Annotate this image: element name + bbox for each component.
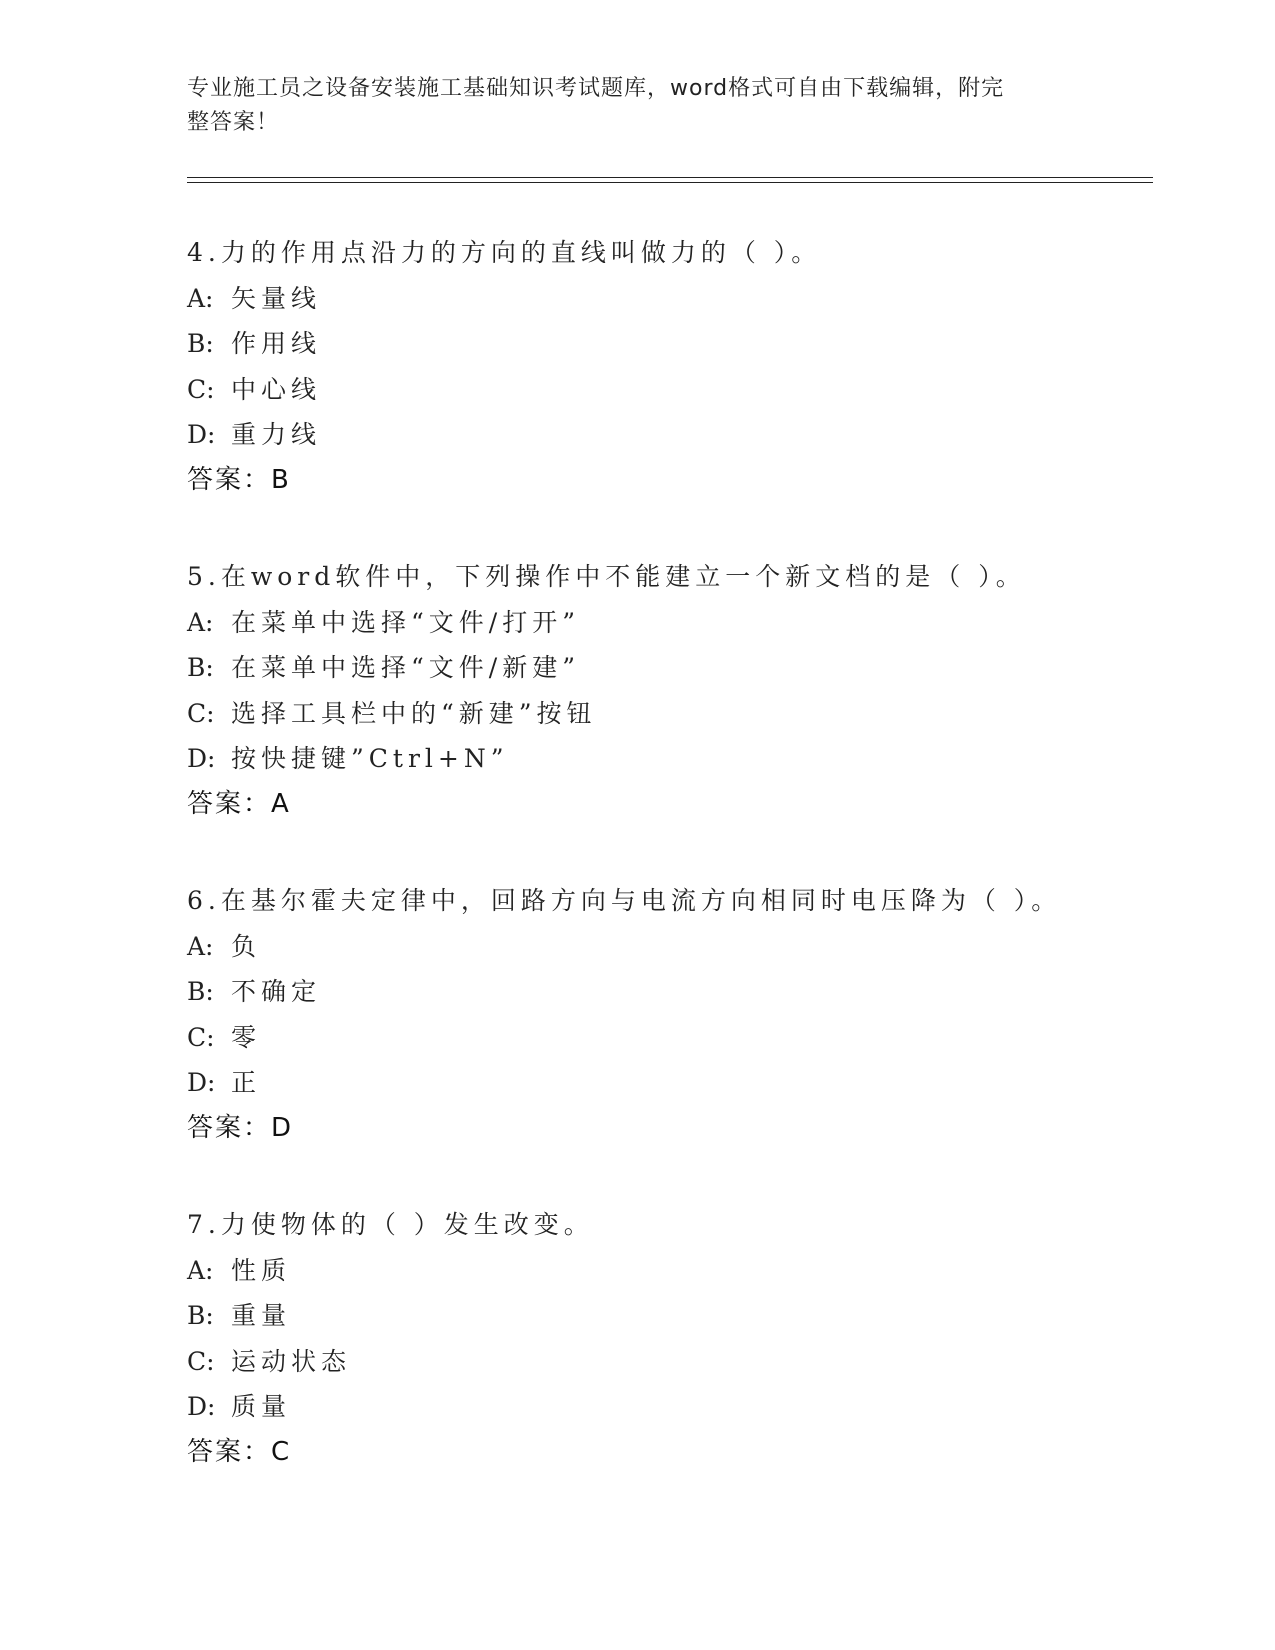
option-text: 运动状态 — [231, 1346, 352, 1376]
option-letter: D: — [187, 1068, 216, 1097]
question-6 — [187, 878, 1153, 1151]
question-list — [187, 230, 1153, 1526]
option-letter: A: — [187, 1255, 214, 1285]
option-text: 质量 — [231, 1392, 292, 1421]
option-text: 正 — [231, 1068, 262, 1097]
option-text: 性质 — [231, 1255, 292, 1285]
option-text: 作用线 — [231, 329, 322, 358]
question-stem: 4.力的作用点沿力的方向的直线叫做力的（ ）。 — [187, 238, 822, 267]
option-a — [187, 600, 1153, 646]
option-text: 按快捷键”Ctrl+N” — [231, 744, 509, 773]
header-line-1: 专业施工员之设备安装施工基础知识考试题库，word格式可自由下载编辑，附完 — [187, 76, 1005, 101]
header-line-2: 整答案！ — [187, 110, 280, 135]
option-text: 负 — [231, 931, 262, 961]
option-letter: B: — [187, 977, 214, 1006]
option-letter: D: — [187, 744, 216, 773]
option-text: 零 — [231, 1022, 262, 1052]
answer-line: 答案：A — [187, 788, 291, 819]
option-letter: B: — [187, 329, 214, 358]
option-text: 在菜单中选择“文件/新建” — [231, 653, 580, 682]
option-c — [187, 367, 1153, 413]
option-b — [187, 969, 1153, 1015]
question-stem: 6.在基尔霍夫定律中，回路方向与电流方向相同时电压降为（ ）。 — [187, 886, 1062, 915]
option-letter: A: — [187, 607, 214, 637]
option-letter: A: — [187, 283, 214, 313]
option-a — [187, 924, 1153, 970]
option-d — [187, 736, 1153, 782]
option-c — [187, 1015, 1153, 1061]
option-text: 选择工具栏中的“新建”按钮 — [231, 698, 597, 728]
option-d — [187, 412, 1153, 458]
question-4 — [187, 230, 1153, 503]
option-b — [187, 1293, 1153, 1339]
option-b — [187, 321, 1153, 367]
option-c — [187, 691, 1153, 737]
option-d — [187, 1060, 1153, 1106]
answer-line: 答案：C — [187, 1436, 292, 1467]
option-d — [187, 1384, 1153, 1430]
option-b — [187, 645, 1153, 691]
option-text: 中心线 — [231, 374, 322, 404]
option-letter: D: — [187, 1392, 216, 1421]
question-7 — [187, 1202, 1153, 1475]
option-text: 矢量线 — [231, 283, 322, 313]
question-5 — [187, 554, 1153, 827]
option-c — [187, 1339, 1153, 1385]
option-letter: C: — [187, 374, 215, 404]
option-text: 在菜单中选择“文件/打开” — [231, 607, 580, 637]
header-double-rule — [187, 177, 1153, 183]
question-stem: 5.在word软件中，下列操作中不能建立一个新文档的是（ ）。 — [187, 562, 1026, 591]
option-text: 不确定 — [231, 977, 322, 1006]
option-letter: B: — [187, 1301, 214, 1330]
answer-line: 答案：B — [187, 464, 291, 495]
option-letter: C: — [187, 1346, 215, 1376]
document-header — [187, 72, 1057, 140]
option-a — [187, 1248, 1153, 1294]
option-letter: B: — [187, 653, 214, 682]
option-text: 重量 — [231, 1301, 292, 1330]
option-letter: D: — [187, 420, 216, 449]
option-a — [187, 276, 1153, 322]
answer-line: 答案：D — [187, 1112, 294, 1143]
option-letter: A: — [187, 931, 214, 961]
option-text: 重力线 — [231, 420, 322, 449]
option-letter: C: — [187, 1022, 215, 1052]
option-letter: C: — [187, 698, 215, 728]
question-stem: 7.力使物体的（ ）发生改变。 — [187, 1210, 594, 1239]
